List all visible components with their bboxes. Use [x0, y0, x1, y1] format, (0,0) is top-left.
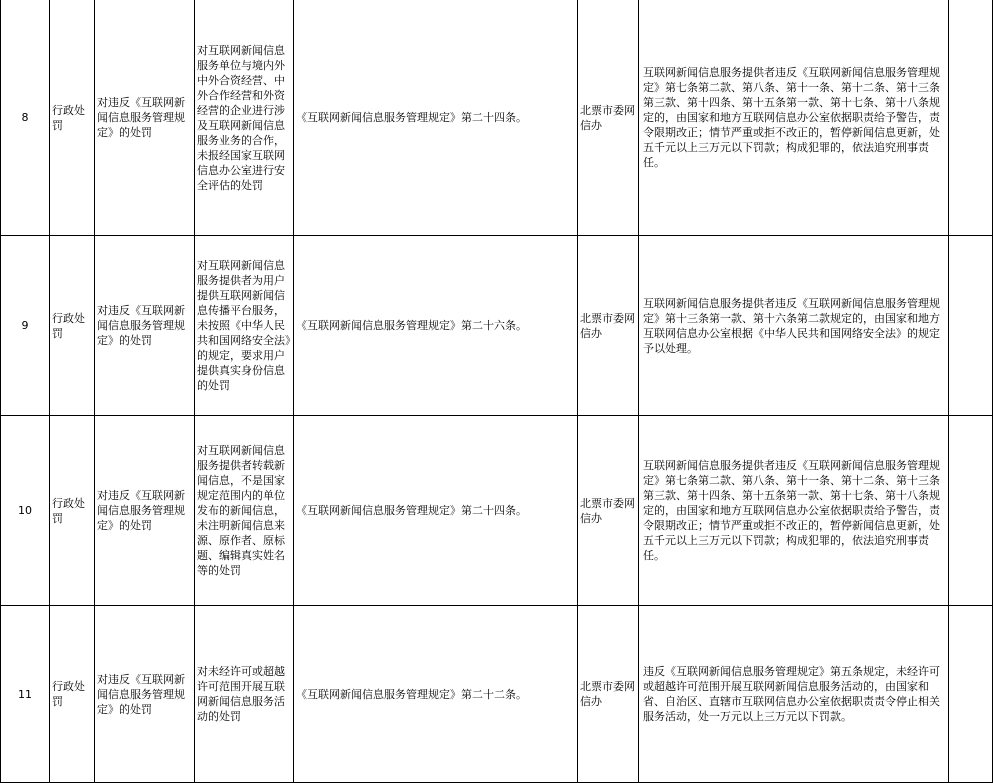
responsible-dept: 北票市委网信办 — [578, 416, 639, 606]
legal-basis: 《互联网新闻信息服务管理规定》第二十二条。 — [294, 606, 578, 783]
power-name: 对违反《互联网新闻信息服务管理规定》的处罚 — [95, 236, 195, 416]
legal-basis: 《互联网新闻信息服务管理规定》第二十四条。 — [294, 0, 578, 236]
power-type: 行政处罚 — [50, 606, 95, 783]
table-row — [1, 606, 993, 783]
power-subitem: 对互联网新闻信息服务提供者转载新闻信息，不是国家规定范围内的单位发布的新闻信息，未注明新闻信息来源、原作者、原标题、编辑真实姓名等的处罚 — [195, 416, 294, 606]
row-number: 9 — [1, 236, 50, 416]
row-number: 10 — [1, 416, 50, 606]
legal-basis: 《互联网新闻信息服务管理规定》第二十六条。 — [294, 236, 578, 416]
extra-cell — [949, 606, 993, 783]
power-subitem: 对互联网新闻信息服务单位与境内外中外合资经营、中外合作经营和外资经营的企业进行涉及互联网新闻信息服务业务的合作，未报经国家互联网信息办公室进行安全评估的处罚 — [195, 0, 294, 236]
power-type: 行政处罚 — [50, 416, 95, 606]
power-name: 对违反《互联网新闻信息服务管理规定》的处罚 — [95, 606, 195, 783]
power-subitem: 对未经许可或超越许可范围开展互联网新闻信息服务活动的处罚 — [195, 606, 294, 783]
power-subitem: 对互联网新闻信息服务提供者为用户提供互联网新闻信息传播平台服务，未按照《中华人民共和国网络安全法》的规定，要求用户提供真实身份信息的处罚 — [195, 236, 294, 416]
responsible-dept: 北票市委网信办 — [578, 236, 639, 416]
row-number: 11 — [1, 606, 50, 783]
legal-basis: 《互联网新闻信息服务管理规定》第二十四条。 — [294, 416, 578, 606]
table-row — [1, 416, 993, 606]
responsible-dept: 北票市委网信办 — [578, 0, 639, 236]
penalty-content: 违反《互联网新闻信息服务管理规定》第五条规定，未经许可或超越许可范围开展互联网新闻信息服务活动的，由国家和省、自治区、直辖市互联网信息办公室依据职责责令停止相关服务活动，处一万元以上三万元以下罚款。 — [639, 606, 949, 783]
row-number: 8 — [1, 0, 50, 236]
table-row — [1, 0, 993, 236]
extra-cell — [949, 0, 993, 236]
penalty-content: 互联网新闻信息服务提供者违反《互联网新闻信息服务管理规定》第七条第二款、第八条、第十一条、第十二条、第十三条第三款、第十四条、第十五条第一款、第十七条、第十八条规定的，由国家和地方互联网信息办公室依据职责给予警告，责令限期改正；情节严重或拒不改正的，暂停新闻信息更新，处五千元以上三万元以下罚款；构成犯罪的，依法追究刑事责任。 — [639, 0, 949, 236]
responsible-dept: 北票市委网信办 — [578, 606, 639, 783]
extra-cell — [949, 416, 993, 606]
extra-cell — [949, 236, 993, 416]
power-name: 对违反《互联网新闻信息服务管理规定》的处罚 — [95, 0, 195, 236]
table-row — [1, 236, 993, 416]
power-type: 行政处罚 — [50, 236, 95, 416]
power-name: 对违反《互联网新闻信息服务管理规定》的处罚 — [95, 416, 195, 606]
penalty-content: 互联网新闻信息服务提供者违反《互联网新闻信息服务管理规定》第十三条第一款、第十六条第二款规定的，由国家和地方互联网信息办公室根据《中华人民共和国网络安全法》的规定予以处理。 — [639, 236, 949, 416]
power-type: 行政处罚 — [50, 0, 95, 236]
penalty-content: 互联网新闻信息服务提供者违反《互联网新闻信息服务管理规定》第七条第二款、第八条、第十一条、第十二条、第十三条第三款、第十四条、第十五条第一款、第十七条、第十八条规定的，由国家和地方互联网信息办公室依据职责给予警告，责令限期改正；情节严重或拒不改正的，暂停新闻信息更新，处五千元以上三万元以下罚款；构成犯罪的，依法追究刑事责任。 — [639, 416, 949, 606]
